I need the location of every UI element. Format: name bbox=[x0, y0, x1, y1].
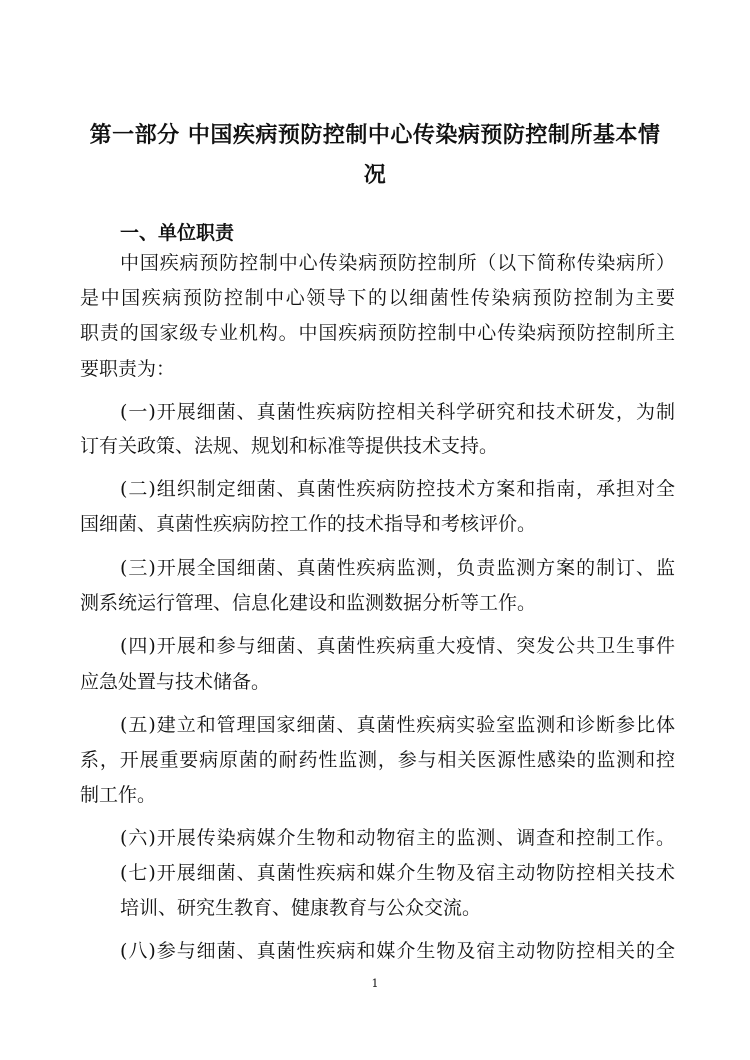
list-item-line: 订有关政策、法规、规划和标准等提供技术支持。 bbox=[80, 435, 499, 457]
paragraph-line: 职责的国家级专业机构。中国疾病预防控制中心传染病预防控制所主 bbox=[80, 322, 675, 344]
list-item-line: (二)组织制定细菌、真菌性疾病防控技术方案和指南，承担对全 bbox=[120, 478, 675, 500]
list-item-line: (七)开展细菌、真菌性疾病和媒介生物及宿主动物防控相关技术 bbox=[120, 862, 675, 884]
page-number: 1 bbox=[371, 977, 379, 990]
list-item-line: 应急处置与技术储备。 bbox=[80, 671, 271, 693]
list-item-line: (八)参与细菌、真菌性疾病和媒介生物及宿主动物防控相关的全 bbox=[120, 940, 675, 962]
paragraph-line: 要职责为： bbox=[80, 358, 176, 380]
document-title-line-2: 况 bbox=[363, 163, 387, 188]
list-item-line: (五)建立和管理国家细菌、真菌性疾病实验室监测和诊断参比体 bbox=[120, 714, 675, 736]
list-item-line: (六)开展传染病媒介生物和动物宿主的监测、调查和控制工作。 bbox=[120, 827, 675, 849]
list-item-line: 培训、研究生教育、健康教育与公众交流。 bbox=[120, 897, 482, 919]
list-item-line: 国细菌、真菌性疾病防控工作的技术指导和考核评价。 bbox=[80, 513, 537, 535]
document-title-line-1: 第一部分 中国疾病预防控制中心传染病预防控制所基本情 bbox=[89, 123, 661, 148]
list-item-line: (四)开展和参与细菌、真菌性疾病重大疫情、突发公共卫生事件 bbox=[120, 635, 675, 657]
list-item-line: 制工作。 bbox=[80, 784, 157, 806]
section-heading: 一、单位职责 bbox=[120, 222, 235, 244]
list-item-line: (一)开展细菌、真菌性疾病防控相关科学研究和技术研发，为制 bbox=[120, 401, 675, 423]
list-item-line: 测系统运行管理、信息化建设和监测数据分析等工作。 bbox=[80, 592, 537, 614]
list-item-line: (三)开展全国细菌、真菌性疾病监测，负责监测方案的制订、监 bbox=[120, 557, 675, 579]
paragraph-line: 是中国疾病预防控制中心领导下的以细菌性传染病预防控制为主要 bbox=[80, 287, 675, 309]
paragraph-line: 中国疾病预防控制中心传染病预防控制所（以下简称传染病所） bbox=[120, 252, 675, 274]
list-item-line: 系，开展重要病原菌的耐药性监测，参与相关医源性感染的监测和控 bbox=[80, 749, 675, 771]
